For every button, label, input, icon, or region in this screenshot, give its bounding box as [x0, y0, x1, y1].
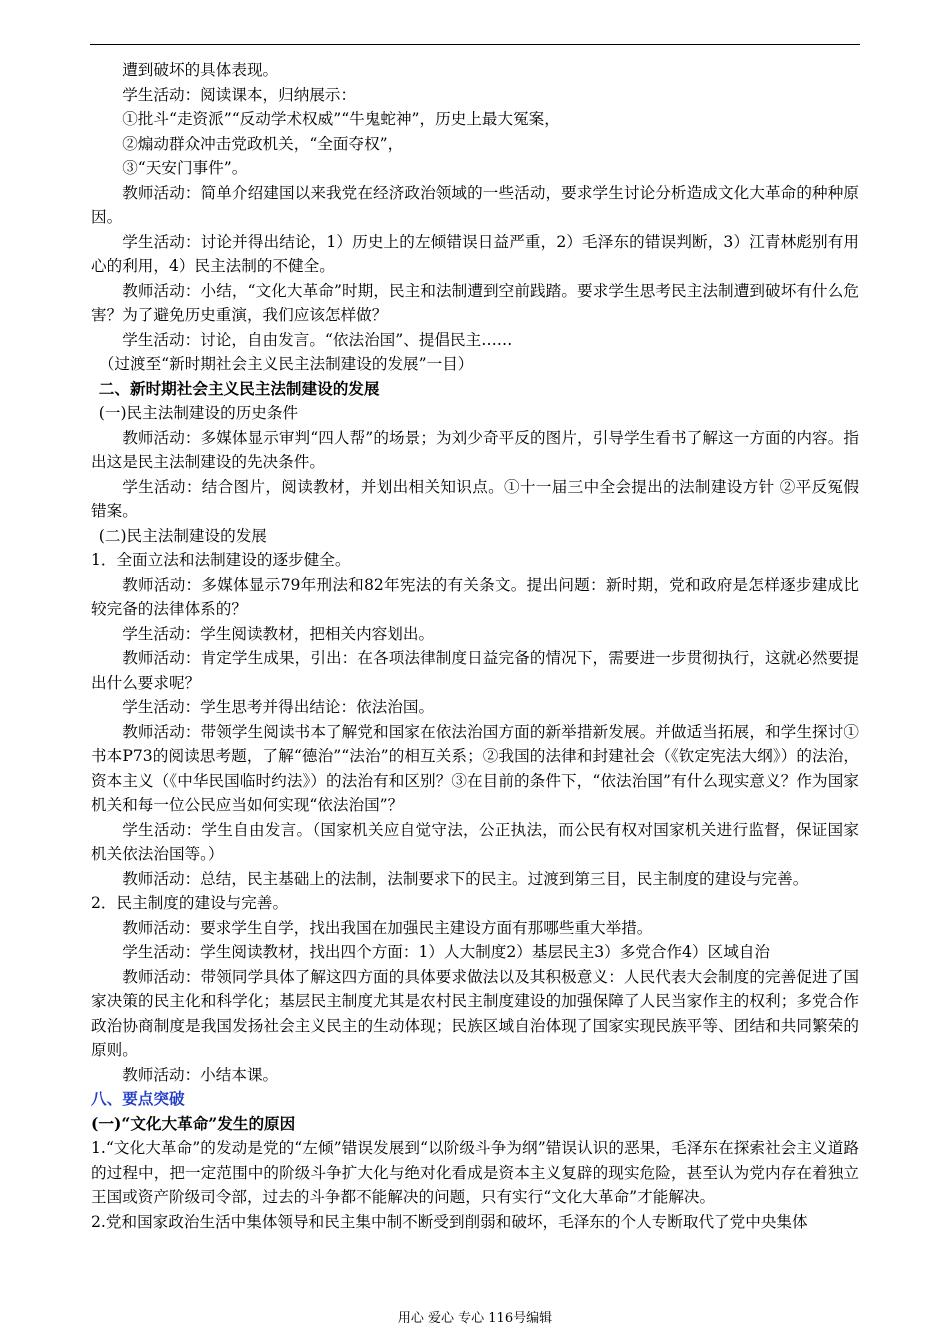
paragraph: 2．民主制度的建设与完善。: [91, 894, 289, 912]
paragraph: 教师活动：带领学生阅读书本了解党和国家在依法治国方面的新举措新发展。并做适当拓展，和学生探讨①书本P73的阅读思考题，了解“德治”“法治”的相互关系；②我国的法律和封建社会（《钦定宪法大纲》）的法治，资本主义（《中华民国临时约法》）的法治有和区别？③在目前的条件下，“依法治国”有什么现实意义？作为国家机关和每一位公民应当如何实现“依法治国”？: [91, 722, 859, 814]
paragraph: 1.“文化大革命”的发动是党的“左倾”错误发展到“以阶级斗争为纲”错误认识的恶果，毛泽东在探索社会主义道路的过程中，把一定范围中的阶级斗争扩大化与绝对化看成是资本主义复辟的现实危险，甚至认为党内存在着独立王国或资产阶级司令部，过去的斗争都不能解决的问题，只有实行“文化大革命”才能解决。: [91, 1139, 859, 1206]
paragraph: 1．全面立法和法制建设的逐步健全。: [91, 551, 351, 569]
paragraph: 学生活动：讨论，自由发言。“依法治国”、提倡民主……: [122, 330, 513, 349]
paragraph: 八、要点突破: [91, 1089, 185, 1108]
paragraph: （过渡至“新时期社会主义民主法制建设的发展”一目）: [98, 355, 474, 373]
page-footer: 用心 爱心 专心 116号编辑: [397, 1311, 553, 1326]
paragraph: (二)民主法制建设的发展: [98, 526, 267, 545]
header-rule: [90, 44, 860, 45]
paragraph: 学生活动：结合图片，阅读教材，并划出相关知识点。①十一届三中全会提出的法制建设方针 ②平反冤假错案。: [91, 477, 859, 520]
paragraph: 学生活动：学生思考并得出结论：依法治国。: [122, 698, 435, 716]
paragraph: 教师活动：多媒体显示79年刑法和82年宪法的有关条文。提出问题：新时期，党和政府是怎样逐步建成比较完备的法律体系的？: [91, 575, 859, 618]
paragraph: 学生活动：学生自由发言。（国家机关应自觉守法，公正执法，而公民有权对国家机关进行监督，保证国家机关依法治国等。）: [91, 820, 859, 863]
paragraph: 教师活动：简单介绍建国以来我党在经济政治领域的一些活动，要求学生讨论分析造成文化大革命的种种原因。: [91, 183, 859, 226]
paragraph: 教师活动：要求学生自学，找出我国在加强民主建设方面有那哪些重大举措。: [122, 918, 653, 937]
paragraph: 教师活动：小结，“文化大革命”时期，民主和法制遭到空前践踏。要求学生思考民主法制遭到破坏有什么危害？为了避免历史重演，我们应该怎样做？: [91, 281, 859, 324]
paragraph: ②煽动群众冲击党政机关，“全面夺权”，: [122, 134, 404, 153]
paragraph: 遭到破坏的具体表现。: [122, 61, 279, 79]
paragraph: 学生活动：讨论并得出结论，1）历史上的左倾错误日益严重，2）毛泽东的错误判断，3）江青林彪别有用心的利用，4）民主法制的不健全。: [91, 232, 859, 275]
paragraph: 教师活动：多媒体显示审判“四人帮”的场景；为刘少奇平反的图片，引导学生看书了解这一方面的内容。指出这是民主法制建设的先决条件。: [91, 428, 859, 471]
paragraph: 教师活动：小结本课。: [122, 1065, 279, 1084]
paragraph: 学生活动：学生阅读教材，把相关内容划出。: [122, 624, 435, 643]
paragraph: 学生活动：学生阅读教材，找出四个方面：1）人大制度2）基层民主3）多党合作4）区域自治: [122, 943, 771, 961]
paragraph: 二、新时期社会主义民主法制建设的发展: [98, 378, 380, 398]
paragraph: 教师活动：带领同学具体了解这四方面的具体要求做法以及其积极意义：人民代表大会制度的完善促进了国家决策的民主化和科学化；基层民主制度尤其是农村民主制度建设的加强保障了人民当家作主的权利；多党合作政治协商制度是我国发扬社会主义民主的生动体现；民族区域自治体现了国家实现民族平等、团结和共同繁荣的原则。: [91, 967, 859, 1059]
paragraph: ①批斗“走资派”“反动学术权威”“牛鬼蛇神”，历史上最大冤案，: [122, 110, 560, 128]
paragraph: 教师活动：肯定学生成果，引出：在各项法律制度日益完备的情况下，需要进一步贯彻执行，这就必然要提出什么要求呢？: [91, 649, 859, 692]
paragraph: (一)民主法制建设的历史条件: [98, 404, 299, 422]
paragraph: (一)“文化大革命”发生的原因: [91, 1113, 296, 1133]
paragraph: 教师活动：总结，民主基础上的法制，法制要求下的民主。过渡到第三目，民主制度的建设与完善。: [122, 869, 809, 888]
document-body: [91, 58, 859, 1234]
paragraph: 2.党和国家政治生活中集体领导和民主集中制不断受到削弱和破坏，毛泽东的个人专断取代了党中央集体: [91, 1212, 808, 1231]
paragraph: ③“天安门事件”。: [122, 159, 248, 177]
paragraph: 学生活动：阅读课本，归纳展示：: [122, 85, 357, 104]
